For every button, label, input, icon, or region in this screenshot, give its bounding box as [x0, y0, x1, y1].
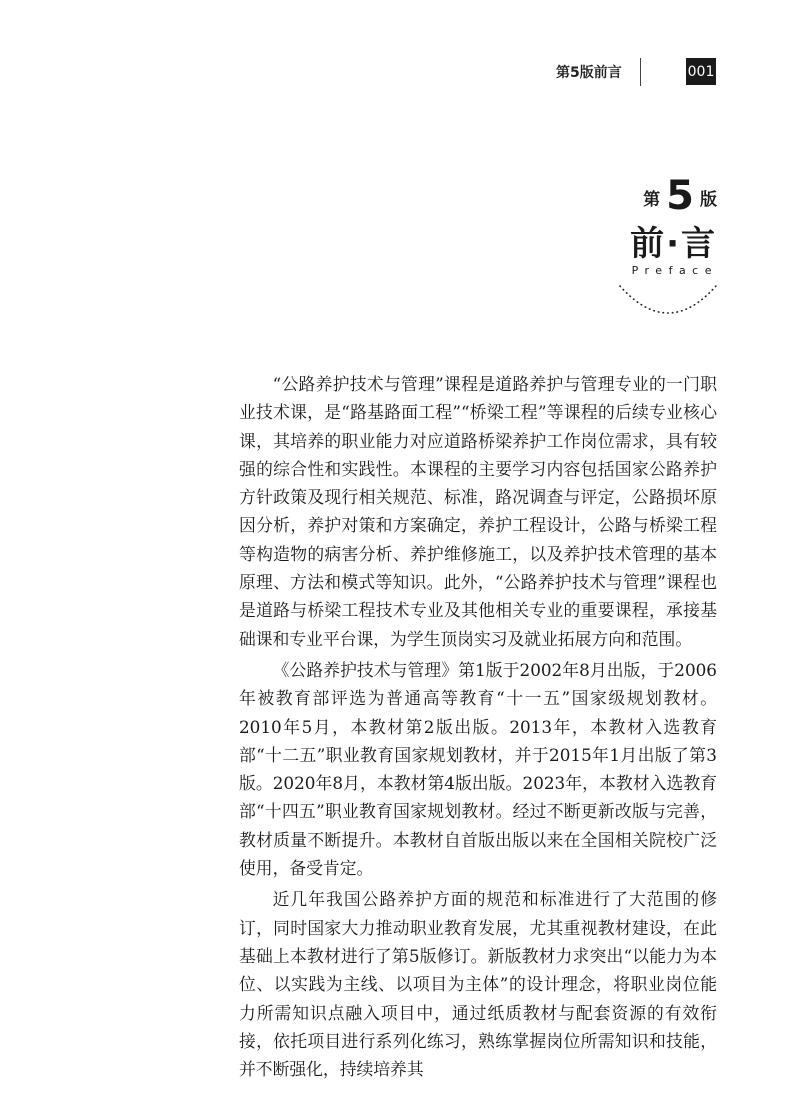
header-divider [640, 58, 641, 86]
paragraph: 近几年我国公路养护方面的规范和标准进行了大范围的修订，同时国家大力推动职业教育发展，尤其重视教材建设，在此基础上本教材进行了第5版修订。新版教材力求突出“以能力为本位、以实践为主线、以项目为主体”的设计理念，将职业岗位能力所需知识点融入项目中，通过纸质教材与配套资源的有效衔接，依托项目进行系列化练习，熟练掌握岗位所需知识和技能，并不断强化，持续培养其 [239, 889, 717, 1080]
dotted-arc-ornament [616, 278, 720, 322]
edition-prefix: 第 [643, 190, 661, 210]
header-section-title: 第5版前言 [556, 65, 622, 81]
paragraph: 《公路养护技术与管理》第1版于2002年8月出版，于2006年被教育部评选为普通高等教育“十一五”国家级规划教材。2010年5月，本教材第2版出版。2013年，本教材入选教育部“十二五”职业教育国家规划教材，并于2015年1月出版了第3版。2020年8月，本教材第4版出版。2023年，本教材入选教育部“十四五”职业教育国家规划教材。经过不断更新改版与完善，教材质量不断提升。本教材自首版出版以来在全国相关院校广泛使用，备受肯定。 [239, 659, 717, 879]
edition-number: 5 [666, 173, 694, 219]
page-number: 001 [686, 58, 716, 85]
preface-body [239, 370, 717, 1086]
edition-suffix: 版 [700, 190, 717, 210]
page-title: 前·言 [630, 224, 717, 264]
paragraph: “公路养护技术与管理”课程是道路养护与管理专业的一门职业技术课，是“路基路面工程”“桥梁工程”等课程的后续专业核心课，其培养的职业能力对应道路桥梁养护工作岗位需求，具有较强的综合性和实践性。本课程的主要学习内容包括国家公路养护方针政策及现行相关规范、标准，路况调查与评定，公路损坏原因分析，养护对策和方案确定，养护工程设计，公路与桥梁工程等构造物的病害分析、养护维修施工，以及养护技术管理的基本原理、方法和模式等知识。此外，“公路养护技术与管理”课程也是道路与桥梁工程技术专业及其他相关专业的重要课程，承接基础课和专业平台课，为学生顶岗实习及就业拓展方向和范围。 [239, 374, 717, 649]
edition-label [625, 173, 717, 219]
page-subtitle-en: Preface [631, 264, 718, 277]
